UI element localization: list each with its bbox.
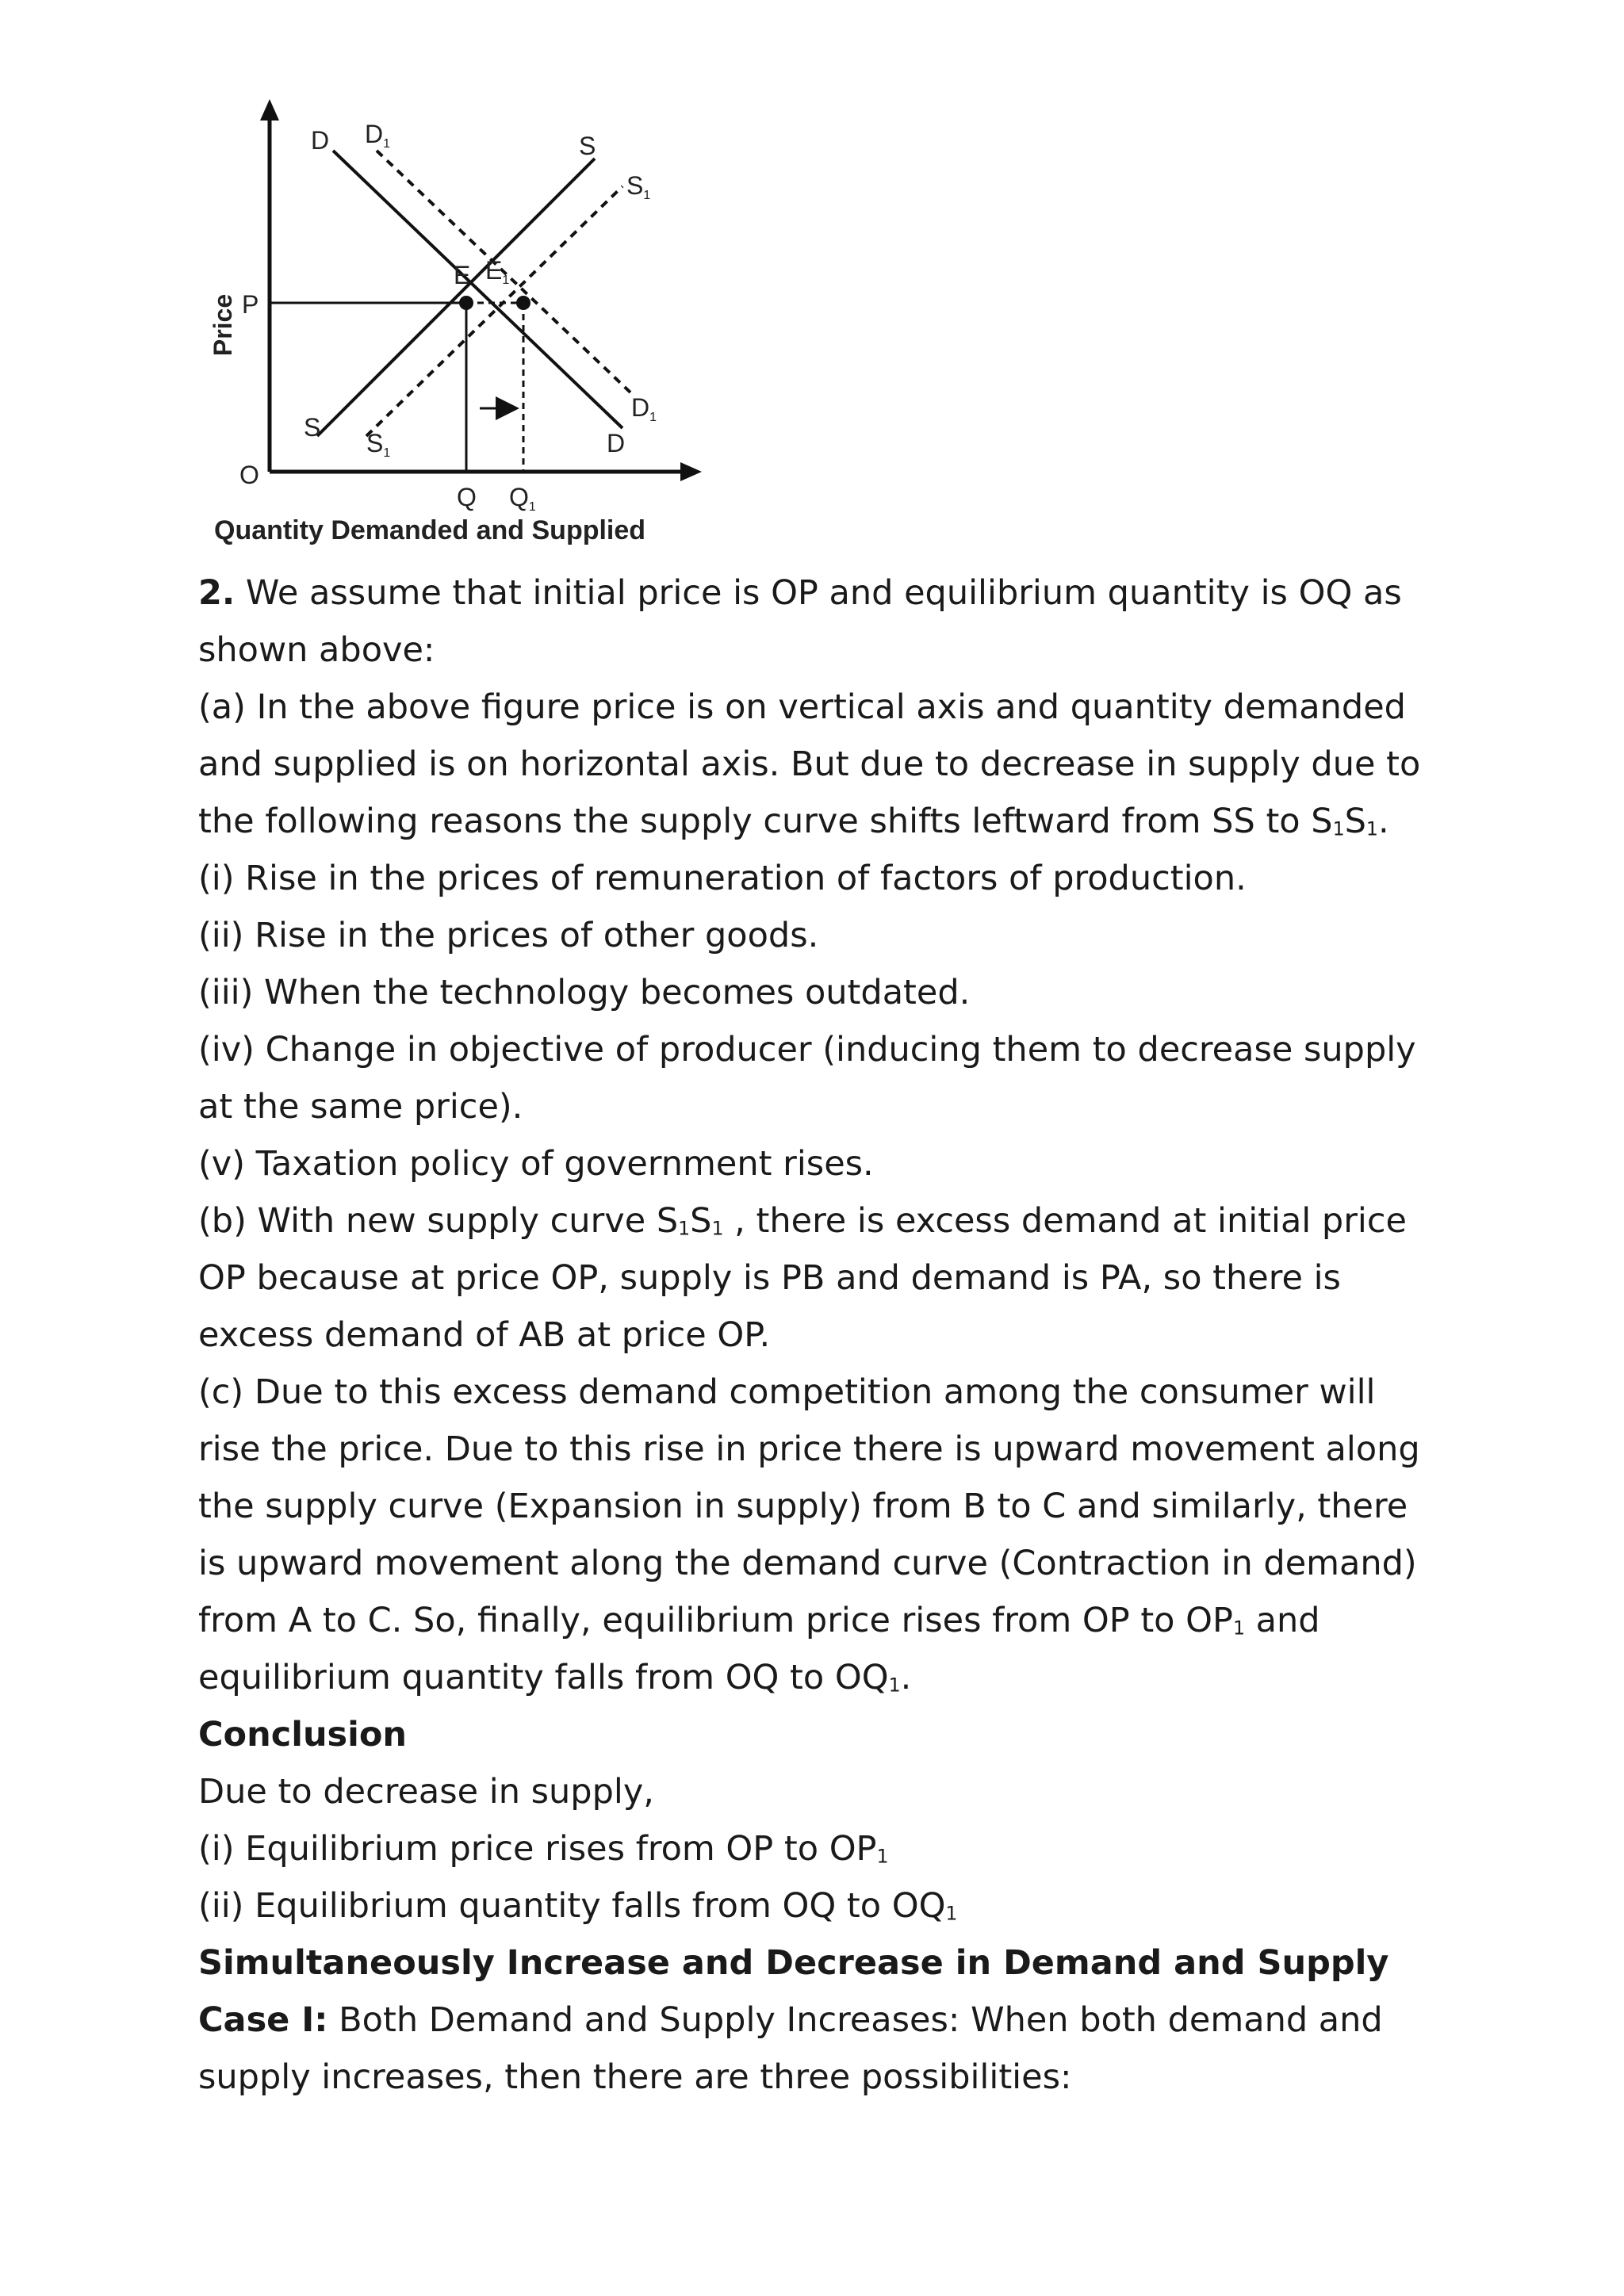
supply-curve-s1 [366, 186, 622, 436]
reason-item: (iii) When the technology becomes outdated. [198, 973, 971, 1012]
supply-demand-figure [190, 79, 761, 555]
x-axis-arrow [680, 462, 702, 481]
supply-label-top: S [579, 132, 596, 160]
case-label: Case I: [198, 2000, 328, 2040]
subscript: 1 [711, 1217, 724, 1240]
equilibrium-point-e1 [516, 296, 530, 310]
conclusion-item-text: (i) Equilibrium price rises from OP to OP [198, 1829, 877, 1869]
paragraph-a [198, 679, 1435, 850]
case-text: Both Demand and Supply Increases: When both demand and supply increases, then there are three possibilities: [198, 2000, 1383, 2097]
reason-item: (ii) Rise in the prices of other goods. [198, 916, 819, 955]
conclusion-item [198, 1820, 1435, 1877]
conclusion-item [198, 1877, 1435, 1934]
paragraph-a-text-3: . [1377, 802, 1389, 841]
demand-new-label-top: D1 [365, 120, 391, 151]
supply-demand-diagram [190, 79, 761, 555]
equilibrium-new-label: E1 [485, 256, 510, 287]
reason-item: (iv) Change in objective of producer (inducing them to decrease supply at the same price). [198, 1030, 1416, 1127]
demand-label-bottom: D [607, 429, 626, 457]
paragraph-c-text-3: . [900, 1658, 912, 1697]
price-label: P [242, 290, 259, 319]
quantity-label: Q [457, 483, 477, 511]
section-heading: Simultaneously Increase and Decrease in Demand and Supply [198, 1943, 1389, 1983]
demand-curve-d [333, 151, 622, 428]
subscript: 1 [678, 1217, 691, 1240]
quantity-new-label: Q1 [509, 483, 536, 514]
paragraph-number: 2. [198, 573, 236, 613]
body-text [198, 564, 1435, 2106]
subscript: 1 [1232, 1617, 1245, 1640]
demand-label-top: D [311, 126, 330, 155]
subscript: 1 [1365, 817, 1378, 840]
reason-item: (v) Taxation policy of government rises. [198, 1144, 874, 1184]
paragraph-c-text: (c) Due to this excess demand competition among the consumer will rise the price. Due to this rise in price there is upward movement along the supply curve (Expansion in supply) from B to C and similarly, there is upward movement along the demand curve (Contraction in demand) from A to C. So, finally, equilibrium price rises from OP to OP [198, 1372, 1420, 1640]
conclusion-heading: Conclusion [198, 1715, 408, 1755]
subscript: 1 [1332, 817, 1345, 840]
paragraph-c-text-2: and equilibrium quantity falls from OQ to OQ [198, 1601, 1320, 1697]
x-axis-label: Quantity Demanded and Supplied [214, 515, 646, 545]
demand-curve-d1 [377, 151, 630, 392]
supply-new-label-bottom: S1 [366, 429, 391, 460]
paragraph-b-text-3: , there is excess demand at initial price OP because at price OP, supply is PB and demand is PA, so there is excess demand of AB at price OP. [198, 1201, 1407, 1355]
subscript: 1 [876, 1845, 889, 1868]
origin-label: O [239, 461, 259, 489]
supply-label-bottom: S [304, 413, 321, 442]
conclusion-intro: Due to decrease in supply, [198, 1772, 654, 1812]
paragraph-a-text-2: S [1344, 802, 1366, 841]
paragraph-c [198, 1364, 1435, 1706]
y-axis-arrow [260, 99, 279, 121]
paragraph-a-text: (a) In the above figure price is on vertical axis and quantity demanded and supplied is on horizontal axis. But due to decrease in supply due to the following reasons the supply curve shifts leftward from SS to S [198, 687, 1421, 841]
case-paragraph [198, 1992, 1435, 2106]
paragraph-intro [198, 564, 1435, 679]
equilibrium-point-e [459, 296, 473, 310]
supply-new-label-top: S1 [626, 171, 651, 202]
paragraph-b [198, 1192, 1435, 1364]
subscript: 1 [945, 1902, 958, 1925]
paragraph-intro-text: We assume that initial price is OP and equilibrium quantity is OQ as shown above: [198, 573, 1402, 670]
demand-new-label-bottom: D1 [631, 393, 657, 424]
equilibrium-label: E [454, 261, 471, 289]
subscript: 1 [888, 1674, 901, 1697]
paragraph-b-text: (b) With new supply curve S [198, 1201, 679, 1241]
y-axis-label: Price [209, 293, 237, 357]
paragraph-b-text-2: S [690, 1201, 712, 1241]
supply-curve-s [317, 159, 595, 436]
reason-item: (i) Rise in the prices of remuneration of factors of production. [198, 859, 1247, 898]
conclusion-item-text: (ii) Equilibrium quantity falls from OQ to OQ [198, 1886, 946, 1926]
